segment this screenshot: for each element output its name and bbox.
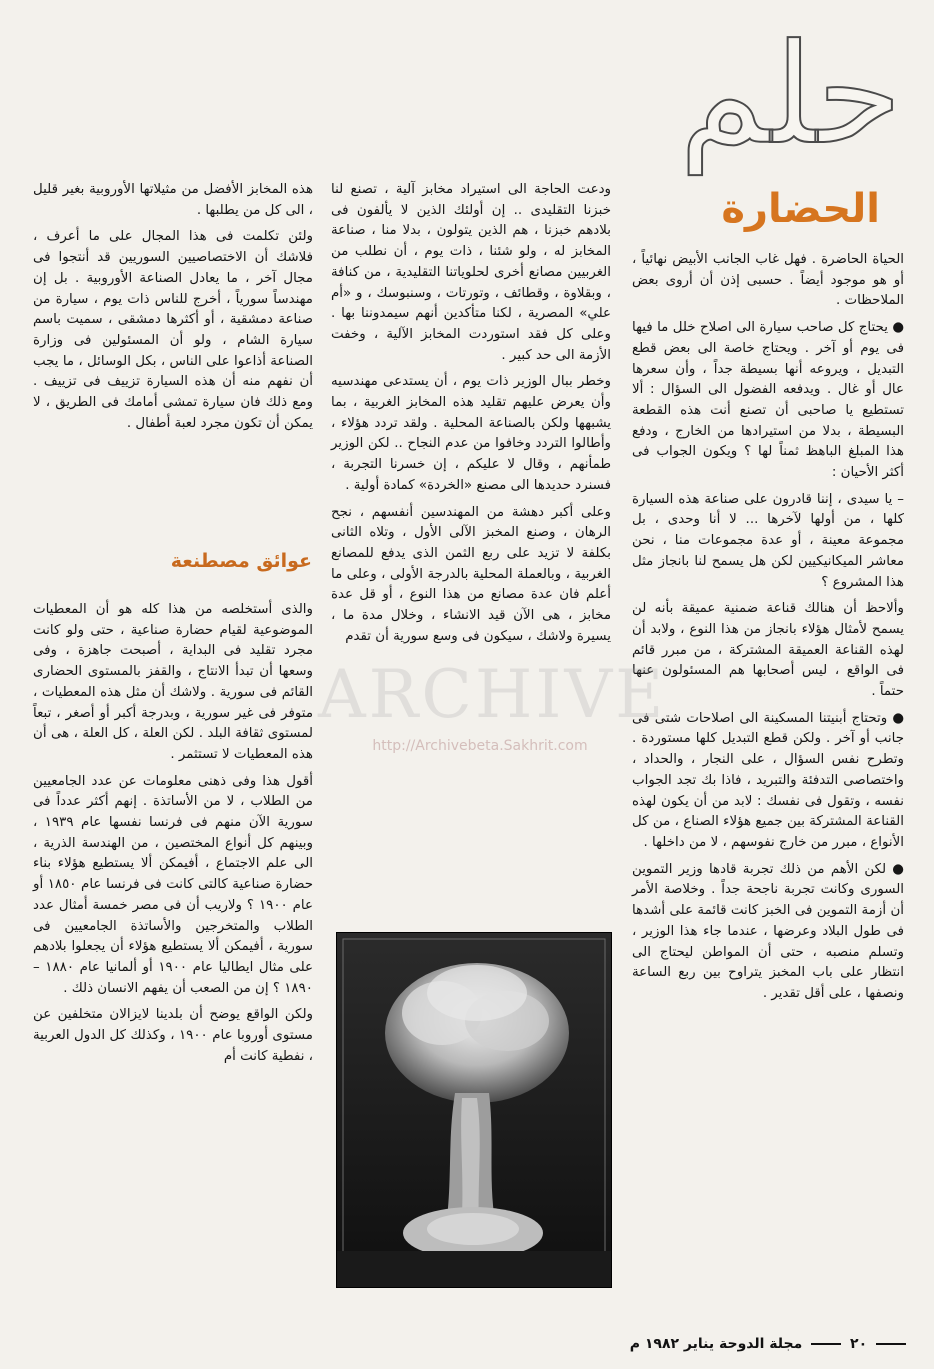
right-column: [632, 250, 904, 1011]
paragraph: وعلى أكبر دهشة من المهندسين أنفسهم ، نجح الرهان ، وصنع المخبز الآلى الأول ، وتلاه الثانى بكلفة لا تزيد على ربع الثمن الذى يدفع للمصانع الغربية ، وبالعملة المحلية بالدرجة الأولى ، وعلى ما أعلم فان عدة مصانع من هذا النوع ، أو قل عدة مخابز ، هى الآن قيد الانشاء ، وخلال مدة ما ، يسيرة ولاشك ، سيكون فى وسع سورية أن تقدم: [331, 504, 611, 644]
paragraph: والذى أستخلصه من هذا كله هو أن المعطيات الموضوعية لقيام حضارة صناعية ، حتى ولو كانت مجرد تقليد فى البداية ، أصبحت جاهزة ، وفى وسعها أن تبدأ الانتاج ، والقفز بالمستوى الحضارى القائم فى سورية . ولاشك أن مثل هذه المعطيات ، متوفر فى غير سورية ، وبدرجة أكبر أو أصغر ، تبعاً لمستوى ثقافة البلد . لكن العلة ، كل العلة ، هى أن هذه المعطيات لا تستثمر .: [33, 602, 313, 762]
title-main: حلم: [679, 14, 902, 175]
left-column-top: [33, 180, 313, 440]
paragraph: ودعت الحاجة الى استيراد مخابز آلية ، تصنع لنا خبزنا التقليدى .. إن أولئك الذين لا يألفون فى بلادهم خبزنا ، هم الذين يتولون ، بدلا منا ، صناعة المخابز له ، ولو شئنا ، ذات يوم ، أن نطلب من الغربيين مصانع أخرى لحلوياتنا التقليدية ، من كنافة ، وبقلاوة ، وقطائف ، وتورتات ، وسنبوسك ، و «أم علي» المصرية ، لكنا متأكدين أنهم سيمدوننا بها . وعلى كل فقد استوردت المخابز الآلية ، وخفت الأزمة الى حد كبير .: [331, 182, 611, 363]
archive-watermark-url: http://Archivebeta.Sakhrit.com: [372, 738, 588, 754]
paragraph: ● يحتاج كل صاحب سيارة الى اصلاح خلل ما فيها فى يوم أو آخر . ويحتاج خاصة الى بعض قطع التبديل ، ويروعه أنها بسيطة جداً ، وأن سعرها عال أو غال . ويدفعه الفضول الى السؤال : ألا تستطيع يا صاحبى أن تصنع أنت هذه القطعة البسيطة ، بدلا من استيرادها من الخارج ، ودفع هذا المبلغ الباهظ ثمناً لها ؟ ويكون الجواب فى أكثر الأحيان :: [632, 320, 904, 481]
article-title: [679, 14, 910, 238]
page-footer: [600, 1334, 910, 1354]
paragraph: وخطر ببال الوزير ذات يوم ، أن يستدعى مهندسيه وأن يعرض عليهم تقليد هذه المخابز الغربية ، بما يشبهها ولكن بالصناعة المحلية . ولقد تردد هؤلاء ، وأطالوا التردد وخافوا من عدم النجاح .. لكن الوزير طمأنهم ، وقال لا عليكم ، إن خسرنا التجربة ، فسنرد حديدها الى مصنع «الخردة» كمادة أولية .: [331, 374, 611, 493]
left-column-bottom: [33, 600, 313, 1073]
paragraph: ولكن الواقع يوضح أن بلدينا لايزالان متخلفين عن مستوى أوروبا عام ١٩٠٠ ، وكذلك كل الدول العربية ، نفطية كانت أم: [33, 1007, 313, 1064]
paragraph: هذه المخابز الأفضل من مثيلاتها الأوروبية بغير قليل ، الى كل من يطلبها .: [33, 182, 313, 218]
paragraph: ولئن تكلمت فى هذا المجال على ما أعرف ، فلاشك أن الاختصاصيين السوريين قد أنتجوا فى مجال آخر ، ما يعادل الصناعة الأوروبية . بل إن مهندساً سورياً ، أخرج للناس ذات يوم ، سيارة من صناعة دمشقية ، أو أكثرها دمشقى ، سميت باسم سيارة الشام ، ولو أن المسئولين فى وزارة الصناعة أذاعوا على الناس ، بكل الوسائل ، ما يجب أن نفهم منه أن هذه السيارة تزييف فى تزييف . ومع ذلك فان سيارة تمشى أمامك فى الطريق ، لا يمكن أن تكون مجرد لعبة أطفال .: [33, 229, 313, 431]
mushroom-cloud-image: [337, 933, 611, 1287]
paragraph: وألاحظ أن هنالك قناعة ضمنية عميقة بأنه لن يسمح لأمثال هؤلاء بانجاز من هذا النوع ، ولابد أن لهذه القناعة العميقة المشتركة ، من مبرر قائم فى الواقع ، ليس أصحابها هم المسئولون عنها حتماً .: [632, 601, 904, 700]
paragraph: ● لكن الأهم من ذلك تجربة قادها وزير التموين السورى وكانت تجربة ناجحة جداً . وخلاصة الأمر أن أزمة التموين فى الخبز كانت قائمة على أشدها فى طول البلاد وعرضها ، عندما جاء هذا الوزير ، وتسلم منصبه ، حتى أن المواطن ليحتاج الى انتظار على باب المخبز يتراوح بين ربع الساعة ونصفها ، على أقل تقدير .: [632, 861, 904, 1001]
title-sub: الحضارة: [721, 186, 880, 232]
magazine-issue: مجلة الدوحة يناير ١٩٨٢ م: [629, 1336, 803, 1352]
page-number: ٢٠: [850, 1336, 868, 1352]
archive-watermark: ARCHIVE: [318, 656, 667, 733]
paragraph: ● وتحتاج أبنيتنا المسكينة الى اصلاحات شتى فى جانب أو آخر . ولكن قطع التبديل كلها مستوردة . وتطرح نفس السؤال ، على النجار ، والحداد ، واختصاصى التدفئة والتبريد ، فاذا بك تجد الجواب نفسه ، وتقول فى نفسك : لابد من أن يكون لهذه القناعة المشتركة بين جميع هؤلاء الصناع ، من كل الأنواع ، مبرر من خارج نفوسهم ، لا من داخلها .: [632, 710, 904, 850]
paragraph: الحياة الحاضرة . فهل غاب الجانب الأبيض نهائياً ، أو هو موجود أيضاً . حسبى إذن أن أروى بعض الملاحظات .: [632, 252, 904, 309]
footer-rule: [876, 1343, 906, 1345]
footer-rule: [811, 1343, 841, 1345]
paragraph: – يا سيدى ، إننا قادرون على صناعة هذه السيارة كلها ، من أولها لآخرها ... لا أنا وحدى ، بل مجموعة معينة ، أو عدة مجموعات منا ، نحن معاشر الميكانيكيين لكن هل يسمح لنا بانجاز مثل هذا المشروع ؟: [632, 491, 904, 590]
section-heading: عوائق مصطنعة: [170, 550, 312, 572]
paragraph: أقول هذا وفى ذهنى معلومات عن عدد الجامعيين من الطلاب ، لا من الأساتذة . إنهم أكثر عدداً فى سورية الآن منهم فى فرنسا نفسها عام ١٩٣٩ ، وبينهم كل أنواع المختصين ، من الهندسة الذرية ، الى علم الاجتماع ، أفيمكن ألا يستطيع هؤلاء بناء حضارة صناعية كالتى كانت فى فرنسا عام ١٨٥٠ أو عام ١٩٠٠ ؟ ولاريب أن فى مصر خمسة أمثال عدد الطلاب والمتخرجين والأساتذة الجامعيين فى سورية ، أفيمكن ألا يستطيع هؤلاء أن يجعلوا بلادهم على مثال ايطاليا عام ١٩٠٠ أو ألمانيا عام ١٨٨٠ – ١٨٩٠ ؟ إن من الصعب أن يفهم الانسان ذلك .: [33, 773, 314, 996]
middle-column: [331, 180, 611, 653]
mushroom-cloud-photo: [336, 932, 612, 1288]
